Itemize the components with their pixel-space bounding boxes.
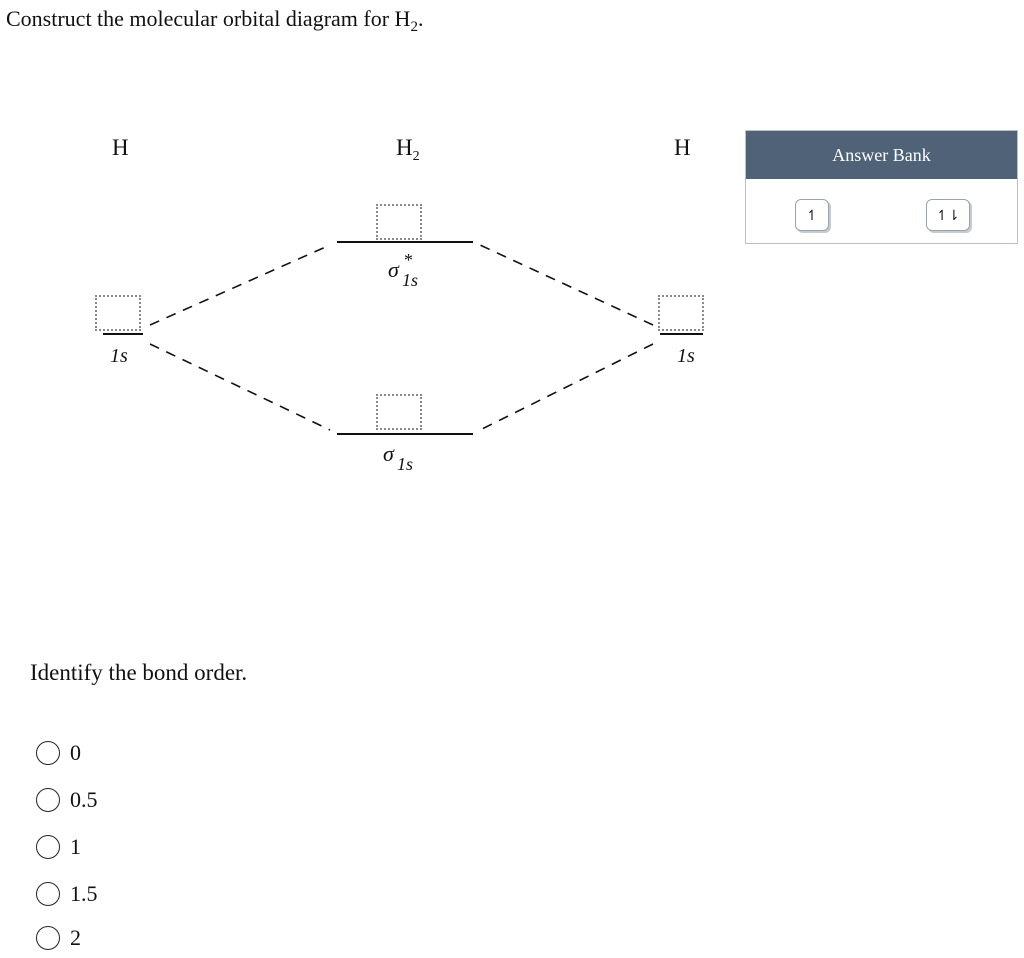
left-to-antibonding-line (150, 245, 330, 325)
right-1s-drop-box[interactable] (658, 295, 704, 331)
right-atom-label: H (674, 135, 691, 160)
left-1s-label: 1s (110, 345, 128, 367)
radio-button[interactable] (36, 788, 60, 812)
choice-2[interactable] (36, 918, 236, 958)
radio-button[interactable] (36, 835, 60, 859)
question-title-text: Construct the molecular orbital diagram for H (6, 6, 411, 31)
question-title-subscript: 2 (410, 19, 418, 35)
question-title (6, 6, 423, 36)
molecule-label-subscript: 2 (412, 149, 420, 164)
bonding-drop-box[interactable] (376, 394, 422, 430)
left-to-bonding-line (150, 344, 330, 430)
choice-0[interactable] (36, 733, 236, 773)
bond-order-prompt: Identify the bond order. (30, 660, 248, 685)
choice-1-5[interactable] (36, 874, 236, 914)
antibonding-drop-box[interactable] (376, 204, 422, 240)
bonding-label (383, 441, 414, 474)
left-atom-label: H (112, 135, 129, 160)
radio-button[interactable] (36, 741, 60, 765)
radio-button[interactable] (36, 926, 60, 950)
single-electron-token[interactable]: ↿ (795, 199, 829, 231)
question-title-end: . (417, 6, 424, 31)
antibonding-label (388, 250, 419, 290)
antibonding-subscript: 1s (402, 270, 419, 290)
left-1s-drop-box[interactable] (95, 295, 141, 331)
bonding-subscript: 1s (397, 454, 414, 474)
mo-diagram (0, 120, 740, 500)
choice-label: 0.5 (70, 787, 98, 812)
choice-1[interactable] (36, 827, 236, 867)
molecule-label (396, 135, 420, 165)
right-to-bonding-line (480, 344, 653, 430)
radio-button[interactable] (36, 882, 60, 906)
answer-bank (745, 130, 1018, 244)
electron-pair-token[interactable]: ↿⇂ (926, 199, 970, 231)
right-1s-label: 1s (677, 345, 695, 367)
answer-bank-title: Answer Bank (746, 131, 1017, 179)
bonding-symbol: σ (383, 441, 394, 466)
choice-label: 1 (70, 834, 81, 859)
right-to-antibonding-line (480, 245, 653, 325)
choice-label: 1.5 (70, 881, 98, 906)
antibonding-symbol: σ (388, 257, 399, 282)
choice-0-5[interactable] (36, 780, 236, 820)
molecule-label-text: H (396, 135, 413, 160)
choice-label: 2 (70, 925, 81, 950)
choice-label: 0 (70, 740, 81, 765)
antibonding-star: * (404, 250, 413, 270)
